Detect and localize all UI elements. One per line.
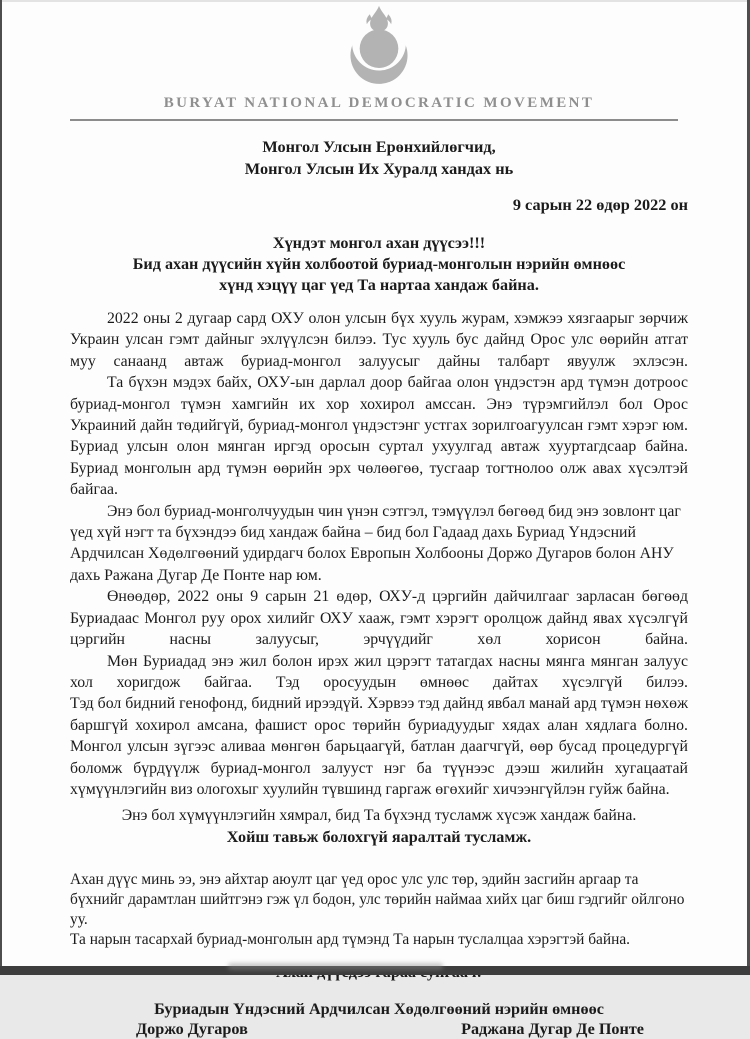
paragraph-2: Та бүхэн мэдэх байх, ОХУ-ын дарлал доор байгаа олон үндэстэн ард түмэн дотроос буриад-монгол түмэн хамгийн их хор хохирол амссан. Энэ түрэмгийлэл бол Орос Украиний дайн төдийгүй, буриад-монгол үндэстэнг устгах зорилгоагуулсан гэмт хэрэг юм. Буриад улсын олон мянган иргэд оросын суртал ухуулгад автаж хууртагдсаар байна. Буриад монголын ард түмэн өөрийн эрх чөлөөгөө, тусгаар тогтнолоо олж авах хүсэлтэй байгаа. <box>70 374 688 499</box>
signature-row <box>70 1020 688 1039</box>
next-page-text-smudge <box>228 963 443 970</box>
soyombo-emblem-icon <box>337 5 421 94</box>
salutation-block <box>70 233 688 296</box>
organization-name: BURYAT NATIONAL DEMOCRATIC MOVEMENT <box>163 95 595 111</box>
salutation-line-3: хүнд хэцүү цаг үед Та нартаа хандаж байна. <box>219 276 539 294</box>
signature-org-line: Буриадын Үндэсний Ардчилсан Хөдөлгөөний нэрийн өмнөөс <box>154 1000 604 1019</box>
paragraph-6: Монгол улсын зүгээс аливаа мөнгөн барьцаагүй, батлан даагчгүй, өөр бусад процедургүй боломж бүрдүүлж буриад-монгол залууст нэг ба түүнээс дээш жилийн хугацаатай хүмүүнлэгийн виз ологохыг хуулийн түвшинд гаргаж өгөхийг хичээнгүйлэн гуйж байна. <box>70 738 688 798</box>
salutation-line-2: Бид ахан дүүсийн хүйн холбоотой буриад-монголын нэрийн өмнөөс <box>132 255 626 273</box>
salutation-line-1: Хүндэт монгол ахан дүүсээ!!! <box>272 234 486 252</box>
addressee-line-1: Монгол Улсын Ерөнхийлөгчид, <box>262 137 496 156</box>
paragraph-8: Та нарын тасархай буриад-монголын ард түмэнд Та нарын туслалцаа хэрэгтэй байна. <box>70 931 631 949</box>
signature-name-right: Раджана Дугар Де Понте <box>461 1020 644 1039</box>
paragraph-4: Өнөөдөр, 2022 оны 9 сарын 21 өдөр, ОХУ-д цэргийн дайчилгааг зарласан бөгөөд Буриадаас Монгол руу орох хилийг ОХУ хааж, гэмт хэрэгт оролцож дайнд явах хүсэлгүй цэргийн насны залуусыг, эрчүүдийг хөл хорисон байна. <box>70 588 688 649</box>
signature-name-left: Доржо Дугаров <box>136 1020 248 1039</box>
page-bottom-bar <box>0 966 750 975</box>
paragraph-7: Ахан дүүс минь ээ, энэ айхтар аюулт цаг үед орос улс улс төр, эдийн засгийн аргаар та бүхнийг дарамтлан шийтгэнэ гэж үл бодон, улс төрийн наймаа хийх цаг биш гэдгийг ойлгоно уу. <box>70 871 685 929</box>
paragraph-1: 2022 оны 2 дугаар сард ОХУ олон улсын бүх хууль журам, хэмжээ хязгаарыг зөрчиж Украин улсан гэмт дайныг эхлүүлсэн билээ. Тус хууль бус дайнд Орос улс өөрийн атгат муу санаанд автаж буриад-монгол залуусыг дайны талбарт явуулж эхлэсэн. <box>70 310 688 370</box>
appeal-bold-line: Хойш тавьж болохгүй яаралтай тусламж. <box>226 827 532 846</box>
addressee-line-2: Монгол Улсын Их Хуралд хандах нь <box>244 159 514 178</box>
paragraph-3: Энэ бол буриад-монголчуудын чин үнэн сэтгэл, тэмүүлэл бөгөөд бид энэ зовлонт цаг үед хүй нэгт та бүхэндээ бид хандаж байна – бид бол Гадаад дахь Буриад Үндэсний Ардчилсан Хөдөлгөөний удирдагч болох Европын Холбооны Доржо Дугаров болон АНУ дахь Ражана Дугар Де Понте нар юм. <box>70 502 681 584</box>
appeal-line: Энэ бол хүмүүнлэгийн хямрал, бид Та бүхэнд тусламж хүсэж хандаж байна. <box>121 807 637 825</box>
page-left-border <box>0 0 2 975</box>
paragraph-5b: Тэд бол бидний генофонд, бидний ирээдүй. Хэрвээ тэд дайнд явбал манай ард түмэн нөхөж баршгүй хохирол амсана, фашист орос төрийн буриадуудыг хядах алан хядлага болно. <box>70 695 688 734</box>
header-divider <box>70 119 678 121</box>
date-line: 9 сарын 22 өдөр 2022 он <box>512 195 688 214</box>
addressee-block <box>70 136 688 180</box>
paragraph-5: Мөн Буриадад энэ жил болон ирэх жил цэрэгт татагдах насны мянга мянган залуус хол хоригдож байгаа. Тэд оросуудын өмнөөс дайтах хүсэлгүй билээ. <box>70 652 688 691</box>
letter-body <box>70 308 688 982</box>
page-top-edge <box>0 0 750 2</box>
